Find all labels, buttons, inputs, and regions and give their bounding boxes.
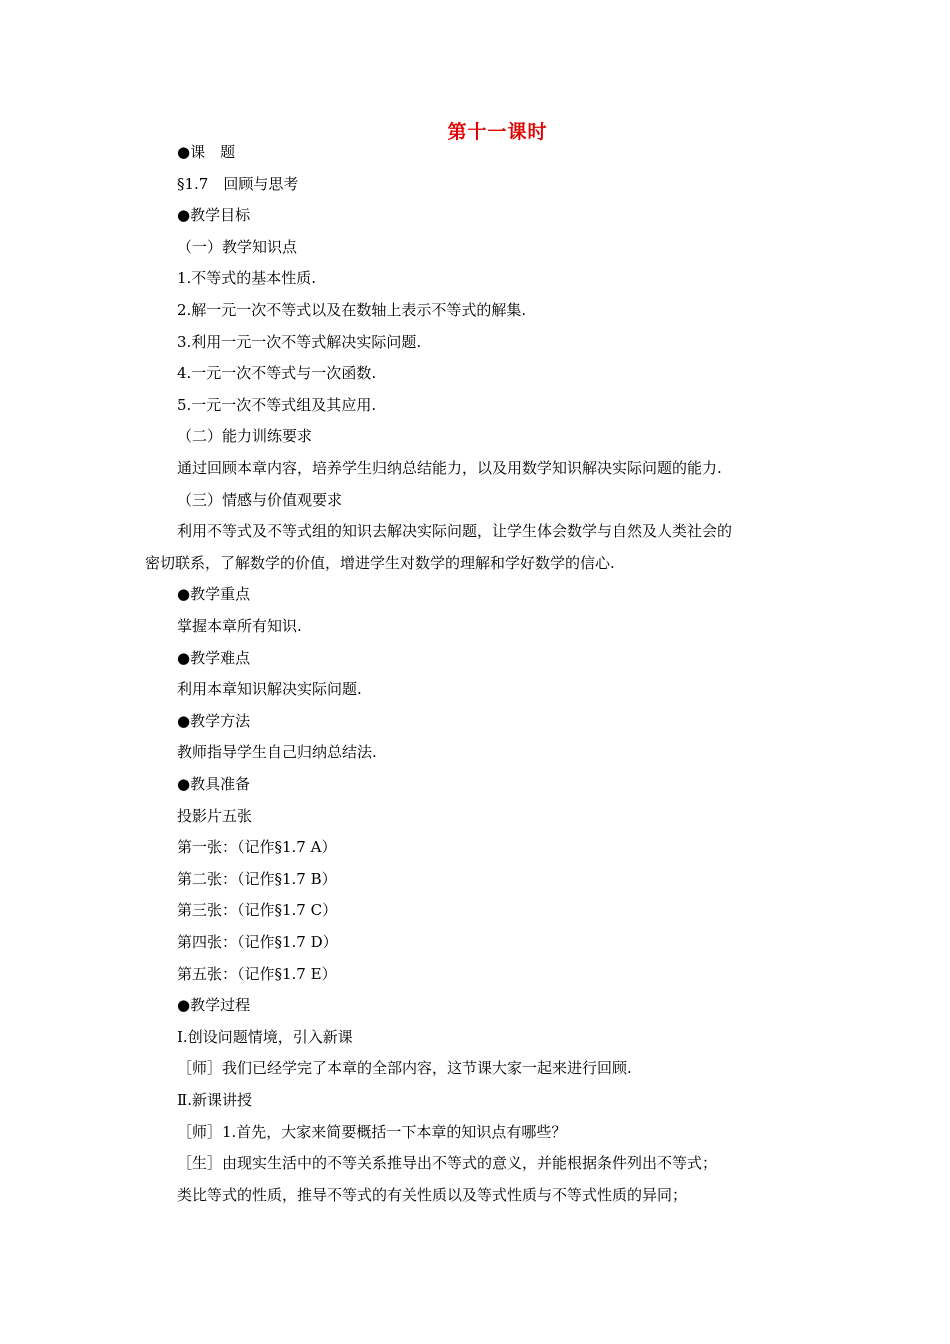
text-line: （二）能力训练要求 (177, 427, 313, 446)
text-line: 第二张：（记作§1.7 B） (177, 869, 337, 888)
text-line: 利用本章知识解决实际问题. (177, 680, 362, 699)
document-title: 第十一课时 (447, 121, 548, 143)
text-line: 2.解一元一次不等式以及在数轴上表示不等式的解集. (177, 301, 527, 319)
text-line: （一）教学知识点 (177, 237, 298, 256)
text-line: ●教学难点 (177, 648, 251, 667)
text-line: ［生］由现实生活中的不等关系推导出不等式的意义，并能根据条件列出不等式； (177, 1154, 718, 1173)
text-line: 5.一元一次不等式组及其应用. (177, 395, 377, 414)
text-line: 4.一元一次不等式与一次函数. (177, 364, 377, 383)
text-line: ●教学重点 (177, 585, 251, 604)
text-line: ●教具准备 (177, 775, 251, 793)
text-line: 第五张：（记作§1.7 E） (177, 964, 337, 983)
text-line: 类比等式的性质，推导不等式的有关性质以及等式性质与不等式性质的异同； (177, 1185, 688, 1204)
text-line: ［师］1.首先，大家来简要概括一下本章的知识点有哪些？ (177, 1122, 567, 1141)
text-line: Ⅰ.创设问题情境，引入新课 (177, 1027, 353, 1046)
text-line: （三）情感与价值观要求 (177, 490, 343, 509)
text-line: 投影片五张 (177, 806, 253, 825)
text-line: 第四张：（记作§1.7 D） (177, 933, 338, 951)
text-line: ●教学过程 (177, 996, 251, 1015)
text-line: Ⅱ.新课讲授 (177, 1091, 252, 1109)
text-line: 密切联系，了解数学的价值，增进学生对数学的理解和学好数学的信心. (145, 553, 615, 572)
text-line: ●教学目标 (177, 206, 251, 225)
text-line: 3.利用一元一次不等式解决实际问题. (177, 332, 422, 351)
text-line: 第三张：（记作§1.7 C） (177, 901, 338, 920)
text-line: ［师］我们已经学完了本章的全部内容，这节课大家一起来进行回顾. (177, 1059, 632, 1078)
text-line: 第一张：（记作§1.7 A） (177, 838, 337, 857)
text-line: 掌握本章所有知识. (177, 617, 302, 635)
text-line: 1.不等式的基本性质. (177, 269, 317, 288)
text-line: §1.7 回顾与思考 (177, 174, 299, 193)
text-line: 通过回顾本章内容，培养学生归纳总结能力，以及用数学知识解决实际问题的能力. (177, 459, 722, 477)
text-line: ●课 题 (177, 143, 236, 161)
text-line: ●教学方法 (177, 711, 251, 730)
text-line: 利用不等式及不等式组的知识去解决实际问题，让学生体会数学与自然及人类社会的 (177, 522, 733, 541)
text-line: 教师指导学生自己归纳总结法. (177, 743, 377, 762)
